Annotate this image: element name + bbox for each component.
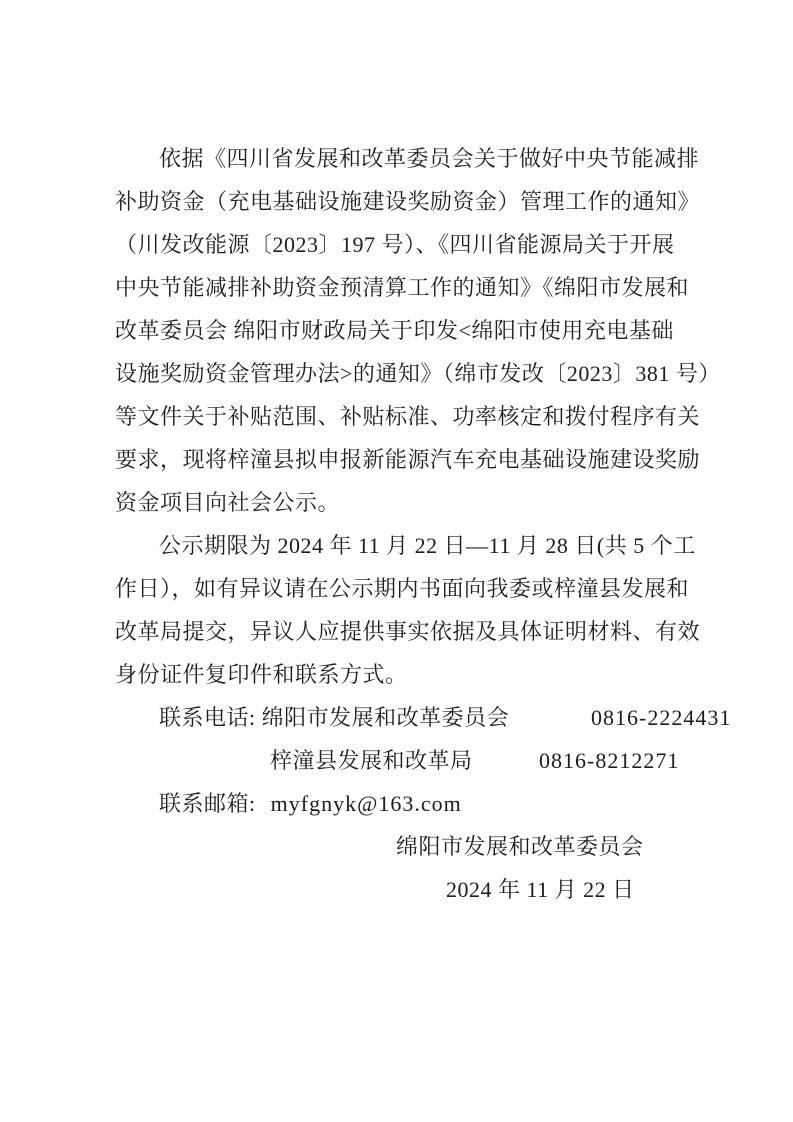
contact-email-label: 联系邮箱:: [159, 791, 256, 816]
contact-phone-label-2: 梓潼县发展和改革局: [270, 748, 473, 773]
notice-line: 改革委员会 绵阳市财政局关于印发<绵阳市使用充电基础: [115, 318, 674, 343]
notice-line: 资金项目向社会公示。: [115, 490, 341, 515]
notice-line: （川发改能源〔2023〕197 号）、《四川省能源局关于开展: [115, 232, 675, 257]
signature-org: 绵阳市发展和改革委员会: [396, 834, 644, 859]
signature-date: 2024 年 11 月 22 日: [446, 877, 635, 902]
notice-text-block: [115, 137, 732, 911]
contact-phone-row-1: [115, 696, 732, 739]
notice-line: 依据《四川省发展和改革委员会关于做好中央节能减排: [159, 146, 700, 171]
notice-line: 公示期限为 2024 年 11 月 22 日—11 月 28 日(共 5 个工: [159, 533, 696, 558]
notice-line: 设施奖励资金管理办法>的通知》（绵市发改〔2023〕381 号）: [115, 361, 721, 386]
notice-line: 等文件关于补贴范围、补贴标准、功率核定和拨付程序有关: [115, 404, 701, 429]
contact-phone-row-2: [115, 739, 680, 782]
notice-line: 中央节能减排补助资金预清算工作的通知》《绵阳市发展和: [115, 275, 690, 300]
notice-line: 要求，现将梓潼县拟申报新能源汽车充电基础设施建设奖励: [115, 447, 701, 472]
notice-line: 改革局提交，异议人应提供事实依据及具体证明材料、有效: [115, 619, 701, 644]
contact-phone-label-1: 联系电话: 绵阳市发展和改革委员会: [159, 705, 510, 730]
contact-phone-number-2: 0816-8212271: [539, 748, 680, 773]
contact-email-row: [115, 782, 680, 825]
notice-line: 作日），如有异议请在公示期内书面向我委或梓潼县发展和: [115, 576, 690, 601]
notice-line: 补助资金（充电基础设施建设奖励资金）管理工作的通知》: [115, 189, 701, 214]
contact-email-value: myfgnyk@163.com: [270, 791, 462, 816]
contact-phone-number-1: 0816-2224431: [591, 705, 732, 730]
notice-line: 身份证件复印件和联系方式。: [115, 662, 408, 687]
